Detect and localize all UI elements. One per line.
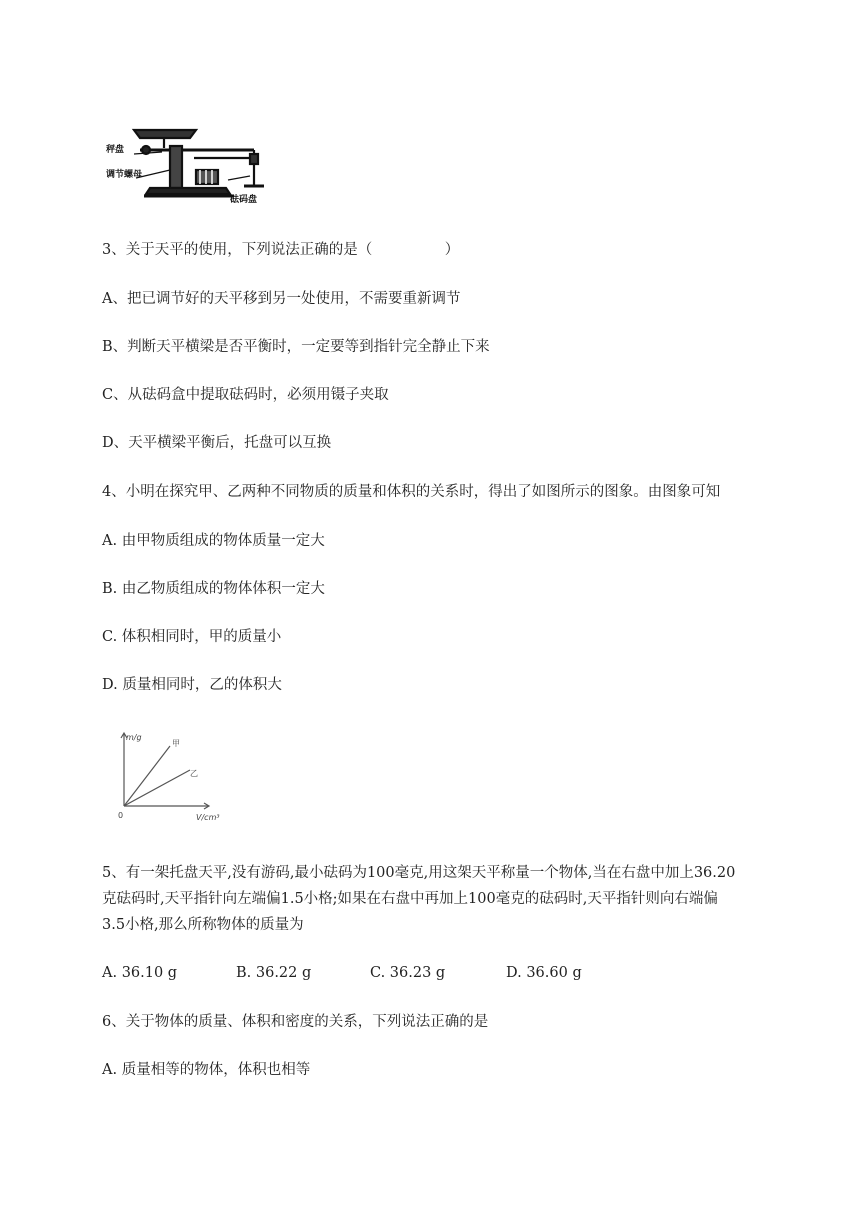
pan-label: 秤盘 <box>106 145 125 155</box>
question-4-option-c: C. 体积相同时，甲的质量小 <box>102 629 282 645</box>
question-3-stem: 3、关于天平的使用，下列说法正确的是（ ） <box>102 242 460 258</box>
mass-volume-graph <box>112 728 224 824</box>
weight-box-label: 砝码盘 <box>230 195 258 204</box>
x-axis-label: V/cm³ <box>196 813 220 822</box>
question-3-option-d: D、天平横梁平衡后，托盘可以互换 <box>102 435 332 451</box>
line-yi-label: 乙 <box>190 769 198 778</box>
question-5-line-1: 5、有一架托盘天平,没有游码,最小砝码为100毫克,用这架天平称量一个物体,当在右盘中加上36.20 <box>102 865 736 881</box>
question-6-option-a: A. 质量相等的物体，体积也相等 <box>102 1062 311 1078</box>
line-yi <box>124 770 190 806</box>
line-jia <box>124 746 170 806</box>
balance-figure <box>104 118 272 204</box>
question-3-option-b: B、判断天平横梁是否平衡时，一定要等到指针完全静止下来 <box>102 339 490 355</box>
question-5-option-b: B. 36.22 g <box>236 965 312 981</box>
nut-label: 调节螺母 <box>106 170 143 180</box>
question-3-option-a: A、把已调节好的天平移到另一处使用，不需要重新调节 <box>102 291 461 307</box>
question-4-option-a: A. 由甲物质组成的物体质量一定大 <box>102 533 325 549</box>
question-3-option-c: C、从砝码盒中提取砝码时，必须用镊子夹取 <box>102 387 389 403</box>
question-5-option-c: C. 36.23 g <box>370 965 446 981</box>
question-4-option-b: B. 由乙物质组成的物体体积一定大 <box>102 581 325 597</box>
question-5-line-3: 3.5小格,那么所称物体的质量为 <box>102 917 304 933</box>
question-4-option-d: D. 质量相同时，乙的体积大 <box>102 677 282 693</box>
y-axis-label: m/g <box>126 733 142 742</box>
question-5-options <box>102 963 722 983</box>
origin-label: 0 <box>118 811 124 820</box>
question-5-option-d: D. 36.60 g <box>506 965 582 981</box>
question-6-stem: 6、关于物体的质量、体积和密度的关系，下列说法正确的是 <box>102 1014 489 1030</box>
line-jia-label: 甲 <box>172 739 180 748</box>
question-4-stem: 4、小明在探究甲、乙两种不同物质的质量和体积的关系时，得出了如图所示的图象。由图象可知 <box>102 484 721 500</box>
question-5-line-2: 克砝码时,天平指针向左端偏1.5小格;如果在右盘中再加上100毫克的砝码时,天平指针则向右端偏 <box>102 891 718 907</box>
question-5-option-a: A. 36.10 g <box>102 965 178 981</box>
